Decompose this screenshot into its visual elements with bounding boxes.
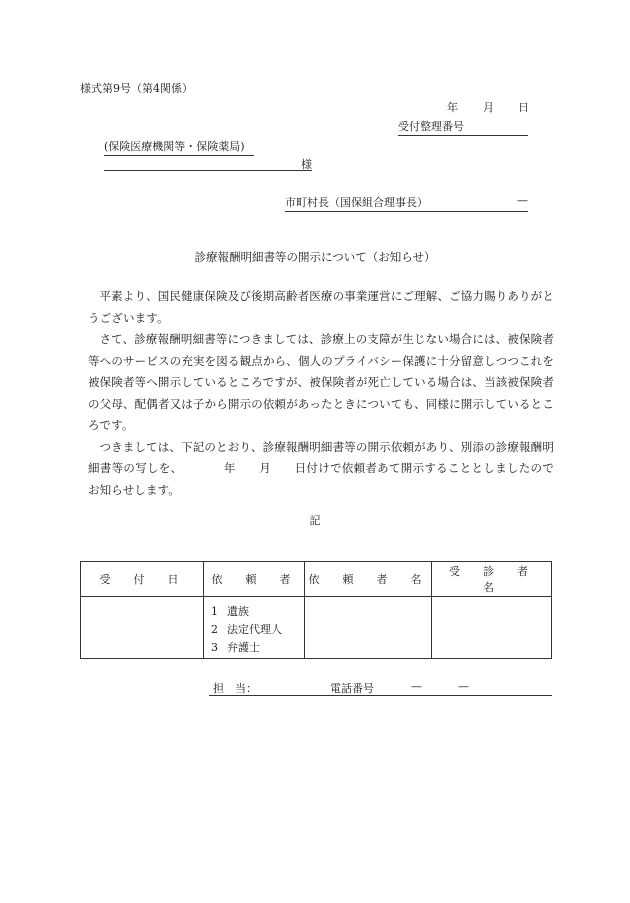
addressee-honorific: 様 xyxy=(301,158,312,171)
paragraph-notice: つきましては、下記のとおり、診療報酬明細書等の開示依頼があり、別添の診療報酬明細書等の写しを、 年 月 日付けで依頼者あて開示することとしましたのでお知らせします。 xyxy=(88,439,554,497)
addressee-institution: (保険医療機関等・保険薬局) xyxy=(104,138,254,156)
cell-patient-name xyxy=(432,597,552,659)
date-day-label: 日 xyxy=(518,101,529,114)
receipt-number-label: 受付整理番号 xyxy=(398,120,464,133)
form-number: 様式第9号（第4関係） xyxy=(80,82,193,95)
body-text xyxy=(88,286,554,501)
header-receipt-date: 受 付 日 xyxy=(81,562,204,597)
header-patient-name: 受 診 者 名 xyxy=(432,562,552,597)
table-header-row xyxy=(81,562,552,597)
header-requester-name: 依 頼 者 名 xyxy=(305,562,432,597)
document-title: 診療報酬明細書等の開示について（お知らせ） xyxy=(194,250,436,264)
addressee-line xyxy=(104,156,312,171)
paragraph-greeting: 平素より、国民健康保険及び後期高齢者医療の事業運営にご理解、ご協力賜りありがとうございます。 xyxy=(88,289,554,325)
date-year-label: 年 xyxy=(447,101,458,114)
contact-person-label: 担 当： xyxy=(213,682,257,695)
ki-heading: 記 xyxy=(309,514,321,527)
cell-requester-name xyxy=(305,597,432,659)
requester-option: 2 法定代理人 xyxy=(211,623,282,636)
requester-option: 1 遺族 xyxy=(211,605,249,618)
cell-requester xyxy=(204,597,305,659)
requester-option: 3 弁護士 xyxy=(211,641,260,654)
date-month-label: 月 xyxy=(483,101,494,114)
header-requester: 依 頼 者 xyxy=(204,562,305,597)
sender-dash: — xyxy=(517,194,528,207)
contact-phone-label: 電話番号 xyxy=(330,682,374,695)
phone-dash-1: — xyxy=(411,680,422,693)
phone-dash-2: — xyxy=(458,680,469,693)
cell-receipt-date xyxy=(81,597,204,659)
table-row xyxy=(81,597,552,659)
receipt-number-field xyxy=(398,118,528,136)
request-table xyxy=(80,561,552,659)
sender-line xyxy=(285,194,528,212)
contact-line xyxy=(209,680,552,696)
paragraph-policy: さて、診療報酬明細書等につきましては、診療上の支障が生じない場合には、被保険者等へのサービスの充実を図る観点から、個人のプライバシー保護に十分留意しつつこれを被保険者等へ開示しているところですが、被保険者が死亡している場合は、当該被保険者の父母、配偶者又は子から開示の依頼があったときについても、同様に開示しているところです。 xyxy=(88,332,554,432)
sender-title: 市町村長（国保組合理事長） xyxy=(285,196,428,209)
